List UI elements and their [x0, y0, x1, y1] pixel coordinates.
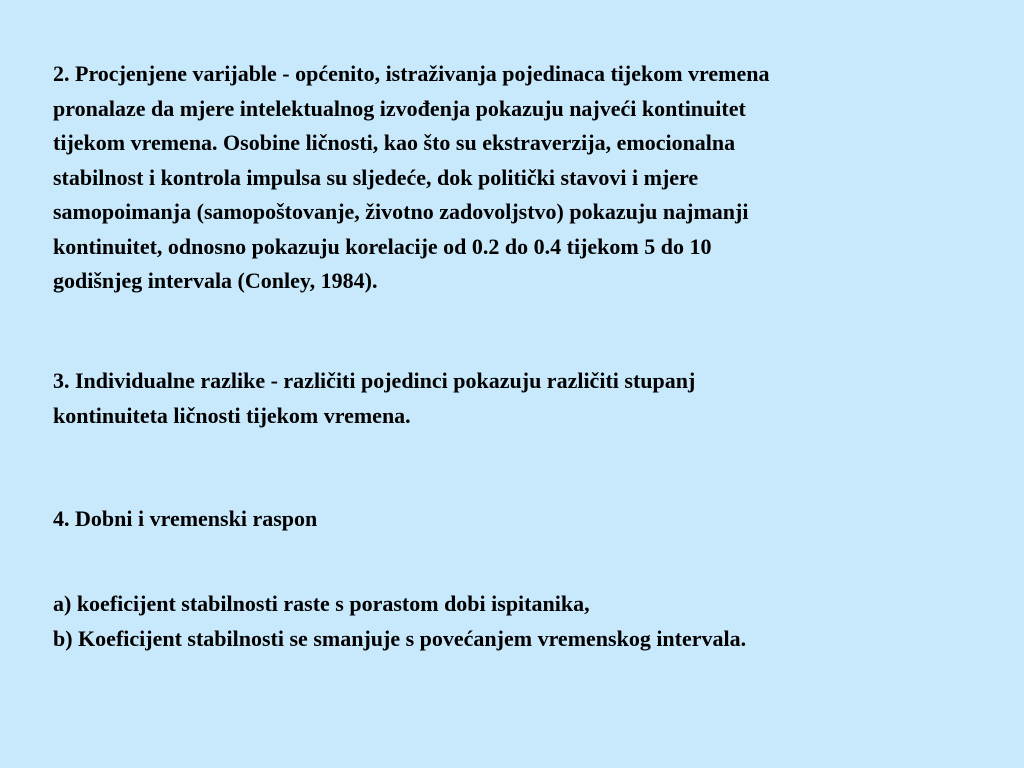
text-line: 2. Procjenjene varijable - općenito, istraživanja pojedinaca tijekom vremena [53, 61, 770, 86]
text-line: 4. Dobni i vremenski raspon [53, 506, 318, 531]
text-line: kontinuitet, odnosno pokazuju korelacije od 0.2 do 0.4 tijekom 5 do 10 [53, 233, 712, 259]
text-line: samopoimanja (samopoštovanje, životno zadovoljstvo) pokazuju najmanji [53, 199, 749, 224]
sub-items-list [53, 587, 988, 656]
sub-item-a: a) koeficijent stabilnosti raste s porastom dobi ispitanika, [53, 591, 590, 616]
paragraph-estimated-variables [53, 57, 988, 299]
text-line: pronalaze da mjere intelektualnog izvođenja pokazuju najveći kontinuitet [53, 95, 746, 121]
text-line: 3. Individualne razlike - različiti pojedinci pokazuju različiti stupanj [53, 368, 696, 393]
text-line: stabilnost i kontrola impulsa su sljedeće, dok politički stavovi i mjere [53, 164, 699, 190]
text-line: tijekom vremena. Osobine ličnosti, kao što su ekstraverzija, emocionalna [53, 130, 736, 155]
paragraph-individual-differences [53, 364, 988, 433]
text-line: kontinuiteta ličnosti tijekom vremena. [53, 402, 411, 428]
sub-item-b: b) Koeficijent stabilnosti se smanjuje s povećanjem vremenskog intervala. [53, 625, 747, 651]
paragraph-age-time-range [53, 502, 988, 537]
text-line: godišnjeg intervala (Conley, 1984). [53, 268, 378, 293]
